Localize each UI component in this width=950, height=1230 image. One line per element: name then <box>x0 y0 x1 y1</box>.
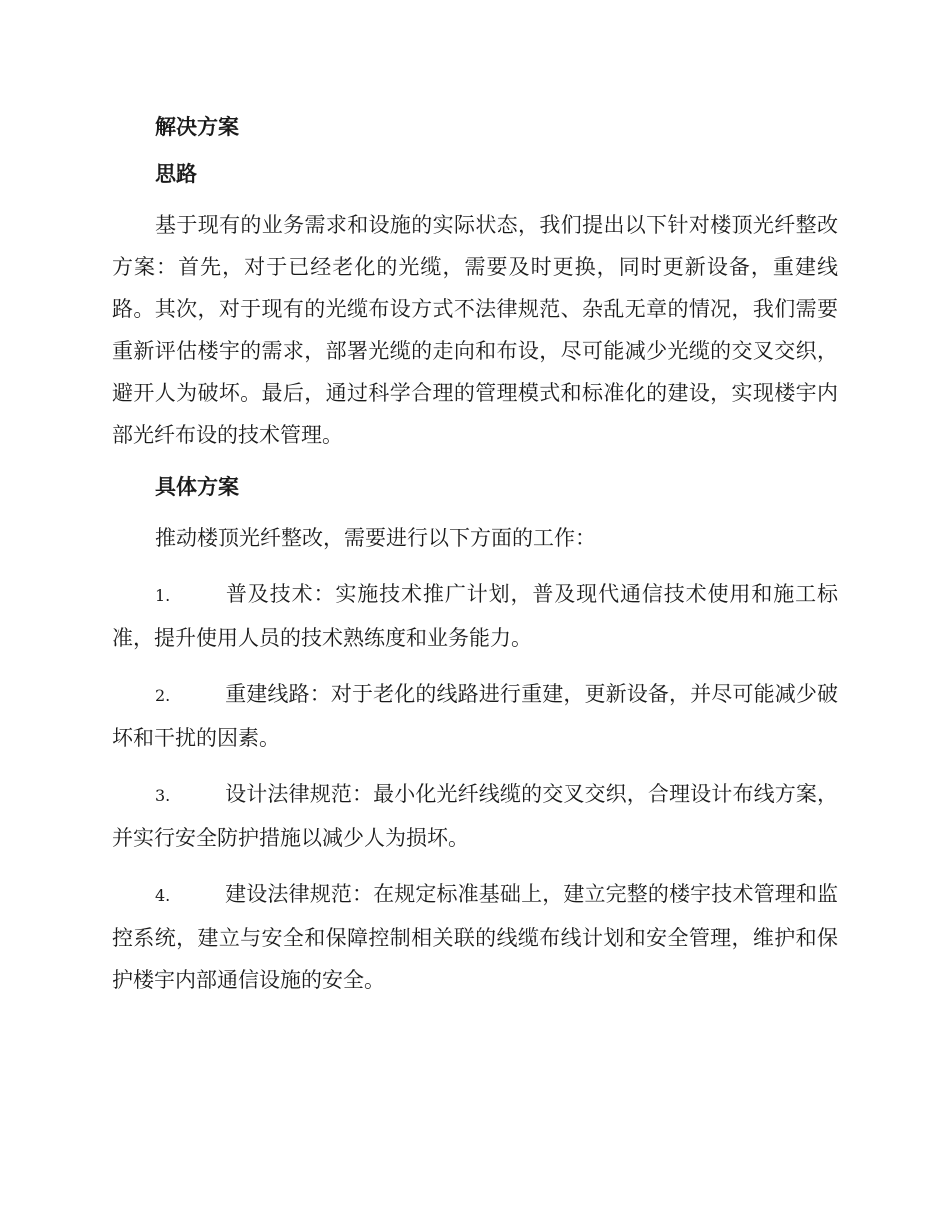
list-item-number: 2. <box>155 686 171 705</box>
approach-paragraph: 基于现有的业务需求和设施的实际状态，我们提出以下针对楼顶光纤整改方案：首先，对于已经老化的光缆，需要及时更换，同时更新设备，重建线路。其次，对于现有的光缆布设方式不法律规范、杂乱无章的情况，我们需要重新评估楼宇的需求，部署光缆的走向和布设，尽可能减少光缆的交叉交织，避开人为破坏。最后，通过科学合理的管理模式和标准化的建设，实现楼宇内部光纤布设的技术管理。 <box>112 213 838 447</box>
list-item <box>112 873 838 1001</box>
list-item <box>112 773 838 859</box>
list-item-number: 4. <box>155 886 171 905</box>
document-body <box>112 110 838 1015</box>
plan-heading: 具体方案 <box>155 474 239 499</box>
plan-intro: 推动楼顶光纤整改，需要进行以下方面的工作： <box>155 526 596 550</box>
list-item-text: 建设法律规范：在规定标准基础上，建立完整的楼宇技术管理和监控系统，建立与安全和保障控制相关联的线缆布线计划和安全管理，维护和保护楼宇内部通信设施的安全。 <box>112 882 838 992</box>
list-item-text: 普及技术：实施技术推广计划，普及现代通信技术使用和施工标准，提升使用人员的技术熟练度和业务能力。 <box>112 582 838 650</box>
list-item <box>112 573 838 659</box>
approach-heading: 思路 <box>155 161 197 186</box>
section-title: 解决方案 <box>155 114 239 139</box>
list-item-number: 3. <box>155 786 171 805</box>
list-item <box>112 673 838 759</box>
list-item-number: 1. <box>155 586 171 605</box>
list-item-text: 重建线路：对于老化的线路进行重建，更新设备，并尽可能减少破坏和干扰的因素。 <box>112 682 838 750</box>
list-item-text: 设计法律规范：最小化光纤线缆的交叉交织，合理设计布线方案，并实行安全防护措施以减少人为损坏。 <box>112 782 838 850</box>
